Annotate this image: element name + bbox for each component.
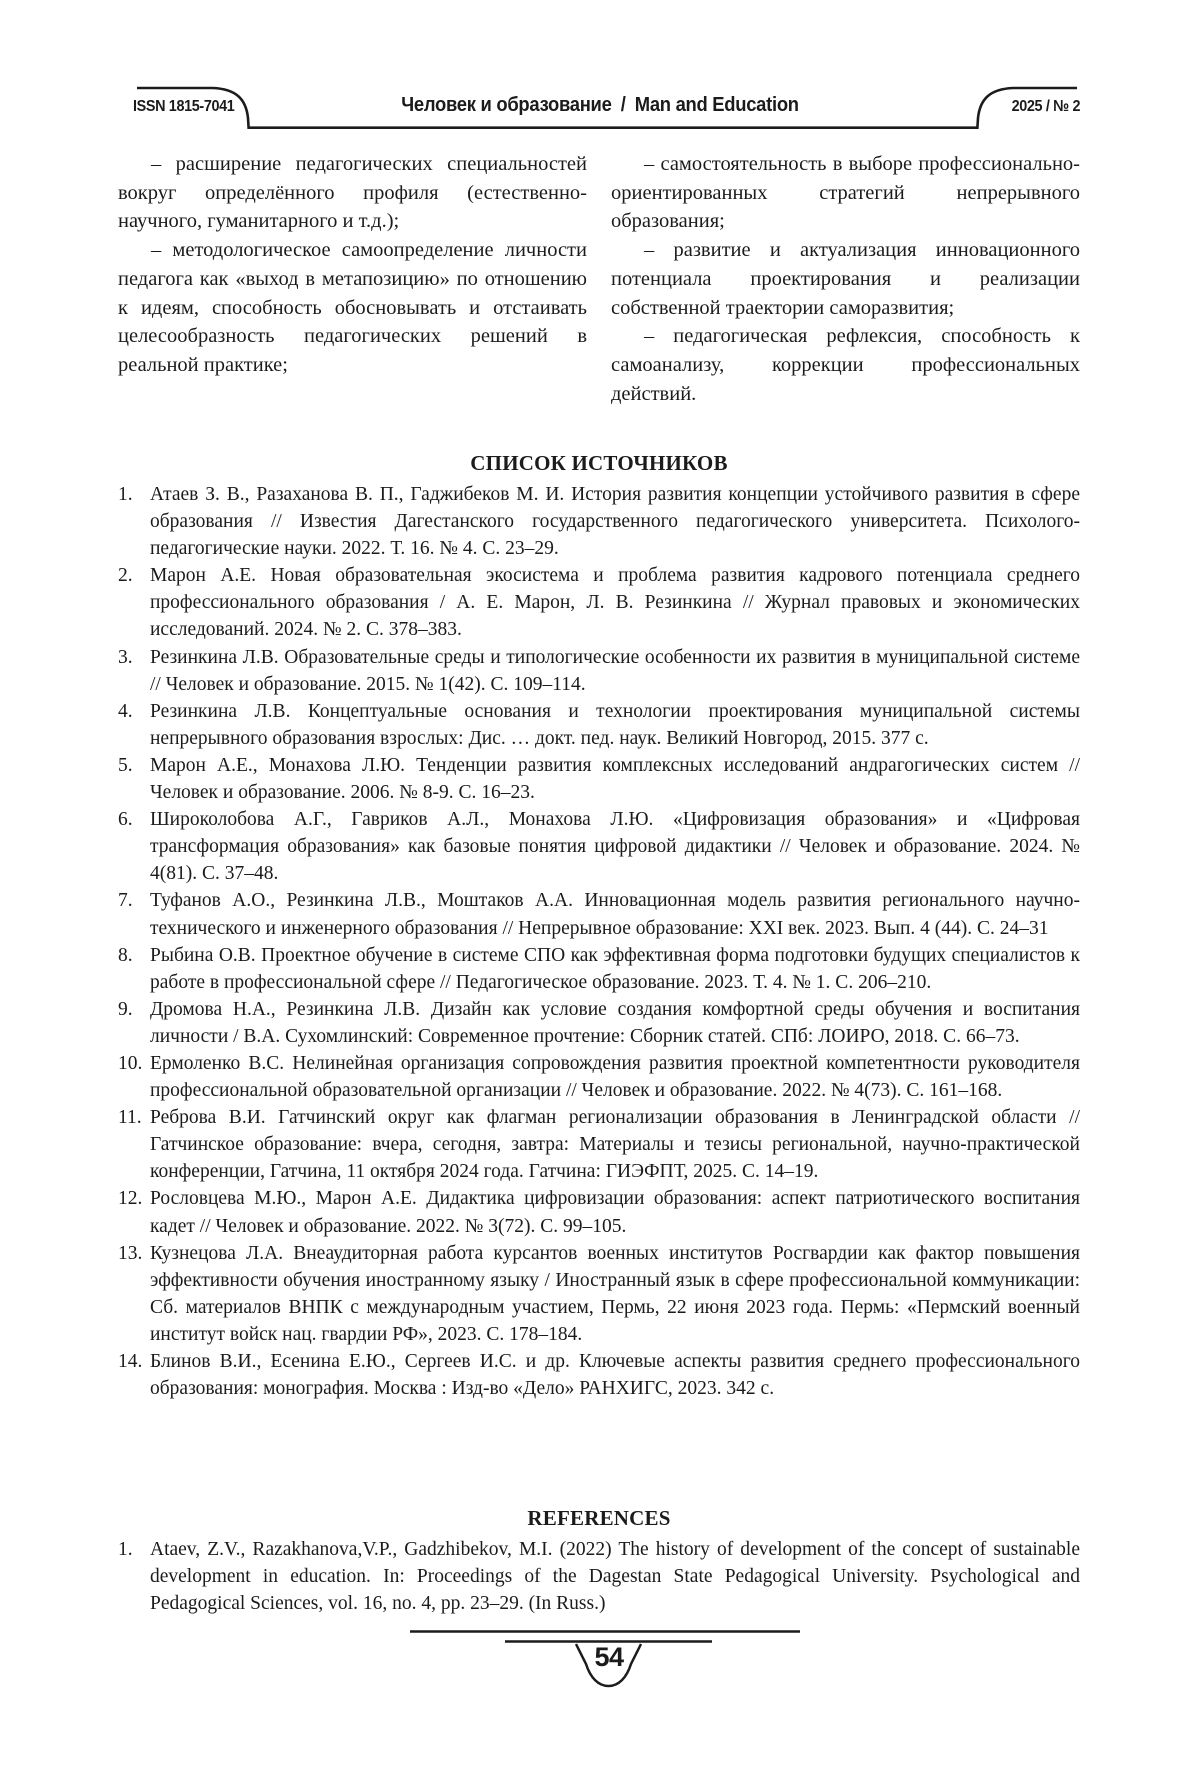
intro-paragraph: – самостоятельность в выборе профессионально-ориентированных стратегий непрерывного образования; (611, 153, 1080, 233)
source-item-number: 1. (118, 484, 133, 505)
reference-item-number: 1. (118, 1539, 133, 1560)
source-item-number: 6. (118, 809, 133, 831)
source-item-text: Рословцева М.Ю., Марон А.Е. Дидактика цифровизации образования: аспект патриотического воспитания кадет // Человек и образование. 2022. № 3(72). С. 99–105. (150, 1188, 1080, 1237)
intro-paragraph: – расширение педагогических специальностей вокруг определённого профиля (естественно-научного, гуманитарного и т.д.); (118, 153, 587, 233)
source-item (118, 1050, 1080, 1104)
reference-item-text: Ataev, Z.V., Razakhanova,V.P., Gadzhibekov, M.I. (2022) The history of development of the concept of sustainable development in education. In: Proceedings of the Dagestan State Pedagogical University. Psychological and Pedagogical Sciences, vol. 16, no. 4, pp. 23–29. (In Russ.) (150, 1539, 1080, 1615)
source-item-number: 13. (118, 1242, 143, 1264)
source-item (118, 698, 1080, 752)
journal-title-ru: Человек и образование (401, 94, 612, 116)
journal-title (401, 94, 799, 117)
intro-paragraph: – развитие и актуализация инновационного потенциала проектирования и реализации собственной траектории саморазвития; (611, 239, 1080, 319)
source-item-number: 8. (118, 944, 133, 966)
source-item-text: Широколобова А.Г., Гавриков А.Л., Монахова Л.Ю. «Цифровизация образования» и «Цифровая трансформация образования» как базовые понятия цифровой дидактики // Человек и образование. 2024. № 4(81). С. 37–48. (150, 809, 1080, 885)
source-item-number: 12. (118, 1188, 143, 1210)
intro-paragraph: – методологическое самоопределение личности педагога как «выход в метапозицию» по отношению к идеям, способность обосновывать и отстаивать целесообразность педагогических решений в реальной практике; (118, 239, 587, 376)
intro-columns (118, 150, 1080, 408)
source-item-text: Кузнецова Л.А. Внеаудиторная работа курсантов военных институтов Росгвардии как фактор повышения эффективности обучения иностранному языку / Иностранный язык в сфере профессиональной коммуникации: Сб. материалов ВНПК с международным участием, Пермь, 22 июня 2023 года. Пермь: «Пермский военный институт войск нац. гвардии РФ», 2023. С. 178–184. (150, 1242, 1080, 1345)
source-item (118, 752, 1080, 806)
source-item-text: Ермоленко В.С. Нелинейная организация сопровождения развития проектной компетентности руководителя профессиональной образовательной организации // Человек и образование. 2022. № 4(73). С. 161–168. (150, 1052, 1080, 1102)
sources-heading: СПИСОК ИСТОЧНИКОВ (470, 451, 728, 475)
sources-list (118, 481, 1080, 1402)
source-item (118, 996, 1080, 1050)
issn-label: ISSN 1815-7041 (133, 98, 235, 115)
source-item-text: Туфанов А.О., Резинкина Л.В., Моштаков А.А. Инновационная модель развития регионального научно-технического и инженерного образования // Непрерывное образование: XXI век. 2023. Вып. 4 (44). С. 24–31 (150, 890, 1080, 939)
source-item-number: 11. (118, 1107, 142, 1129)
source-item-number: 7. (118, 890, 133, 912)
intro-right-column (611, 150, 1080, 408)
source-item (118, 481, 1080, 562)
journal-title-separator: / (620, 94, 626, 116)
source-item-text: Блинов В.И., Есенина Е.Ю., Сергеев И.С. и др. Ключевые аспекты развития среднего профессионального образования: монография. Москва : Изд-во «Дело» РАНХИГС, 2023. 342 с. (150, 1351, 1080, 1400)
references-list (118, 1536, 1080, 1617)
intro-paragraph: – педагогическая рефлексия, способность к самоанализу, коррекции профессиональных действий. (611, 325, 1080, 405)
source-item (118, 562, 1080, 643)
source-item-number: 14. (118, 1351, 143, 1372)
source-item-number: 5. (118, 754, 133, 776)
source-item (118, 1348, 1080, 1402)
references-heading: REFERENCES (527, 1506, 671, 1530)
source-item-text: Резинкина Л.В. Образовательные среды и типологические особенности их развития в муниципальной системе // Человек и образование. 2015. № 1(42). С. 109–114. (150, 646, 1080, 695)
reference-item (118, 1536, 1080, 1617)
source-item-number: 3. (118, 646, 133, 668)
source-item (118, 806, 1080, 887)
source-item-number: 2. (118, 565, 133, 587)
issue-label: 2025 / № 2 (1011, 98, 1080, 115)
intro-left-column (118, 150, 587, 408)
source-item-text: Марон А.Е., Монахова Л.Ю. Тенденции развития комплексных исследований андрагогических систем // Человек и образование. 2006. № 8-9. С. 16–23. (150, 754, 1080, 804)
source-item-text: Резинкина Л.В. Концептуальные основания и технологии проектирования муниципальной системы непрерывного образования взрослых: Дис. … докт. пед. наук. Великий Новгород, 2015. 377 с. (150, 700, 1080, 749)
source-item (118, 644, 1080, 698)
journal-title-en: Man and Education (634, 94, 799, 116)
source-item-text: Дромова Н.А., Резинкина Л.В. Дизайн как условие создания комфортной среды обучения и воспитания личности / В.А. Сухомлинский: Современное прочтение: Сборник статей. СПб: ЛОИРО, 2018. С. 66–73. (150, 998, 1080, 1047)
source-item-text: Атаев З. В., Разаханова В. П., Гаджибеков М. И. История развития концепции устойчивого развития в сфере образования // Известия Дагестанского государственного педагогического университета. Психолого-педагогические науки. 2022. Т. 16. № 4. С. 23–29. (150, 484, 1080, 560)
source-item (118, 887, 1080, 941)
source-item (118, 1104, 1080, 1185)
source-item-number: 9. (118, 998, 133, 1020)
source-item-number: 10. (118, 1052, 143, 1074)
source-item-text: Марон А.Е. Новая образовательная экосистема и проблема развития кадрового потенциала среднего профессионального образования / А. Е. Марон, Л. В. Резинкина // Журнал правовых и экономических исследований. 2024. № 2. С. 378–383. (150, 565, 1080, 641)
source-item-text: Рыбина О.В. Проектное обучение в системе СПО как эффективная форма подготовки будущих специалистов к работе в профессиональной сфере // Педагогическое образование. 2023. Т. 4. № 1. С. 206–210. (150, 944, 1080, 993)
page-number: 54 (594, 1642, 624, 1672)
source-item-number: 4. (118, 700, 133, 722)
source-item (118, 942, 1080, 996)
source-item (118, 1240, 1080, 1348)
source-item (118, 1185, 1080, 1239)
source-item-text: Реброва В.И. Гатчинский округ как флагман регионализации образования в Ленинградской области // Гатчинское образование: вчера, сегодня, завтра: Материалы и тезисы региональной, научно-практической конференции, Гатчина, 11 октября 2024 года. Гатчина: ГИЭФПТ, 2025. С. 14–19. (150, 1107, 1080, 1183)
